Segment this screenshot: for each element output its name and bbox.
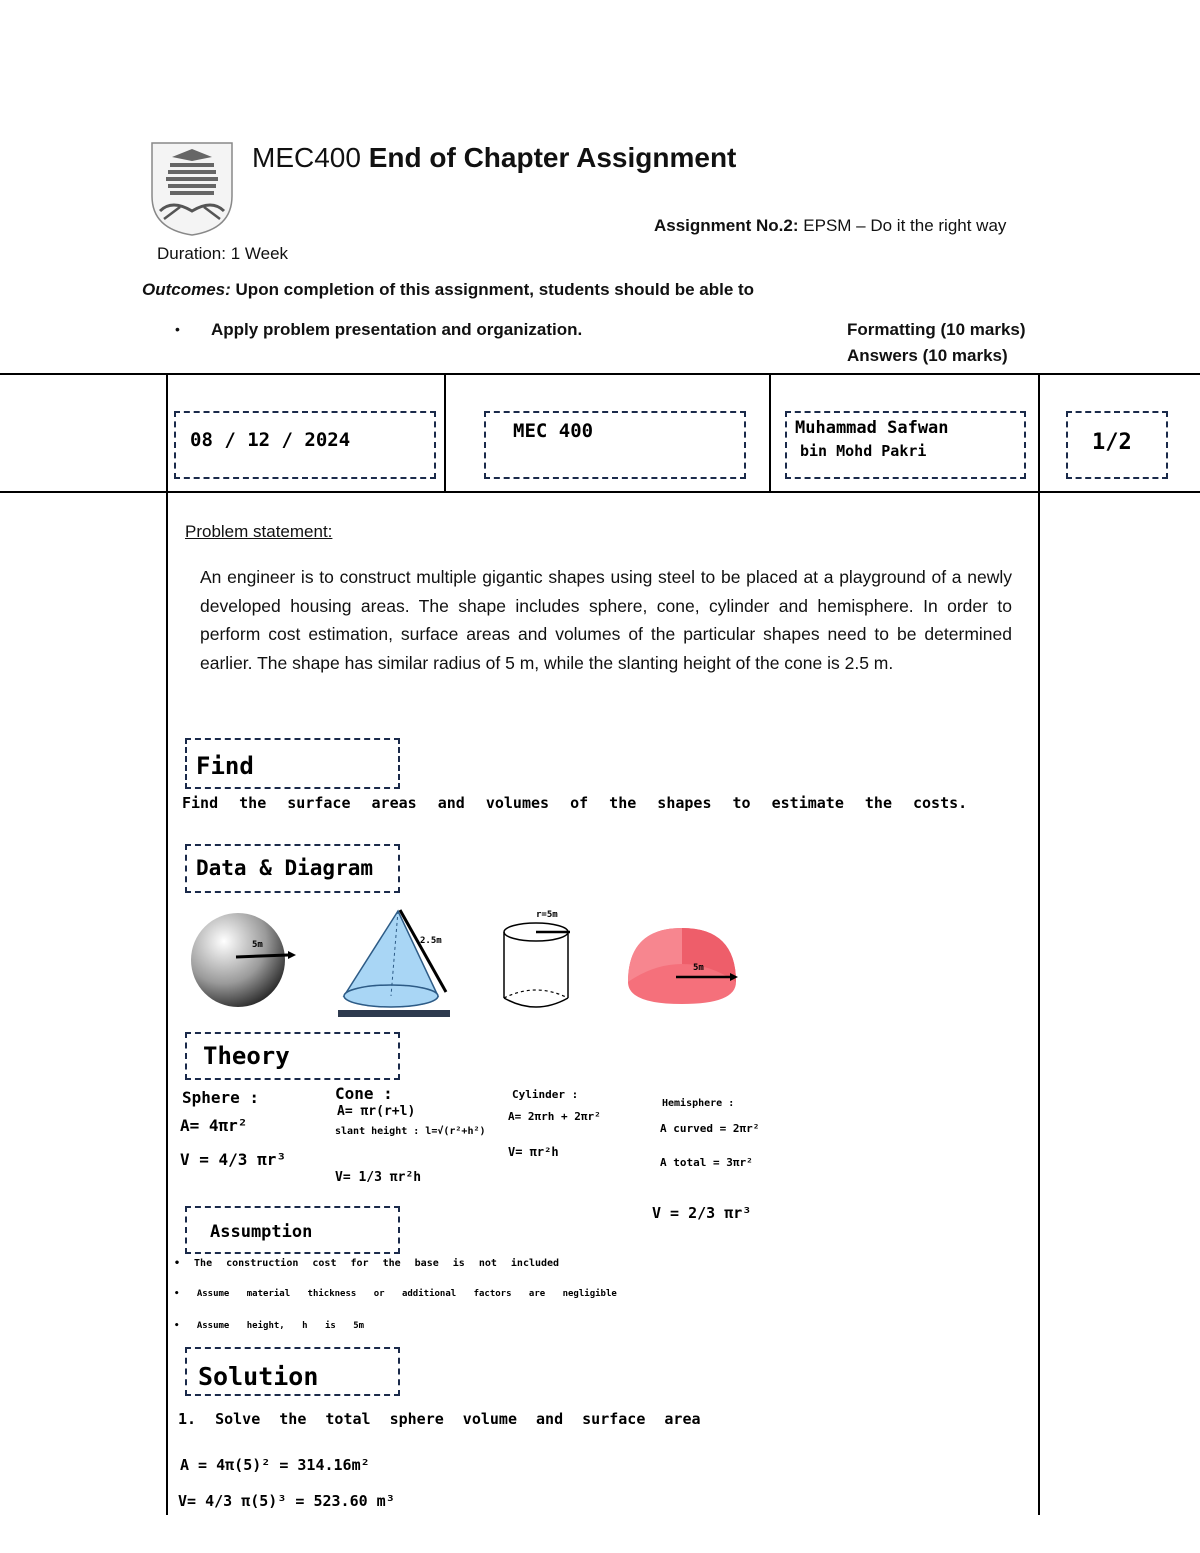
- hemisphere-total-area: A total = 3πr²: [660, 1156, 753, 1169]
- problem-text: An engineer is to construct multiple gigantic shapes using steel to be placed at a playground of a newly developed housing areas. The shape includes sphere, cone, cylinder and hemisphere. In order to perform cost estimation, surface areas and volumes of the particular shapes need to be determined earlier. The shape has similar radius of 5 m, while the slanting height of the cone is 2.5 m.: [200, 567, 1012, 674]
- right-margin-rule: [1038, 373, 1040, 1515]
- outcomes-label: Outcomes:: [142, 280, 231, 299]
- hemisphere-title: Hemisphere :: [662, 1098, 735, 1109]
- table-top-rule: [0, 373, 1200, 375]
- cone-volume-formula: V= 1/3 πr²h: [335, 1170, 422, 1185]
- hemisphere-radius-label: 5m: [693, 963, 704, 973]
- cylinder-title: Cylinder :: [512, 1088, 579, 1101]
- sphere-title: Sphere :: [182, 1088, 260, 1107]
- solution-area: A = 4π(5)² = 314.16m²: [180, 1456, 370, 1474]
- find-text: Find the surface areas and volumes of the shapes to estimate the costs.: [182, 794, 968, 812]
- solution-volume: V= 4/3 π(5)³ = 523.60 m³: [178, 1492, 395, 1510]
- hemisphere-diagram: [624, 924, 744, 1010]
- solution-step-1: 1. Solve the total sphere volume and surface area: [178, 1410, 701, 1428]
- assignment-value: EPSM – Do it the right way: [803, 216, 1007, 235]
- cylinder-area-formula: A= 2πrh + 2πr²: [508, 1110, 601, 1123]
- col-divider-2: [769, 373, 771, 493]
- cylinder-volume-formula: V= πr²h: [508, 1145, 559, 1159]
- outcomes: [142, 280, 754, 300]
- data-label: Data & Diagram: [196, 856, 374, 880]
- assumption-label: Assumption: [210, 1222, 313, 1242]
- university-logo: [150, 141, 234, 237]
- left-margin-rule: [166, 373, 168, 1515]
- cylinder-radius-label: r=5m: [536, 910, 558, 920]
- date-value: 08 / 12 / 2024: [190, 429, 351, 451]
- cylinder-diagram: [498, 918, 580, 1018]
- find-label: Find: [196, 752, 254, 780]
- assumption-item-2: • Assume material thickness or additional factors are negligible: [174, 1289, 617, 1299]
- problem-heading: Problem statement:: [185, 522, 333, 541]
- page-title: [252, 142, 736, 174]
- student-name-line2: bin Mohd Pakri: [800, 442, 927, 460]
- sphere-volume-formula: V = 4/3 πr³: [180, 1150, 286, 1169]
- assumption-item-1: • The construction cost for the base is not included: [174, 1258, 560, 1269]
- cone-diagram: [338, 906, 456, 1020]
- table-row-rule: [0, 491, 1200, 493]
- assumption-item-3: • Assume height, h is 5m: [174, 1321, 365, 1331]
- cone-area-formula: A= πr(r+l): [337, 1104, 416, 1119]
- solution-label: Solution: [198, 1362, 319, 1391]
- course-code: MEC400: [252, 142, 361, 173]
- sphere-area-formula: A= 4πr²: [180, 1116, 248, 1135]
- sphere-diagram: [188, 910, 298, 1010]
- cone-slant-label: 2.5m: [420, 936, 442, 946]
- hemisphere-volume: V = 2/3 πr³: [652, 1204, 752, 1222]
- outcomes-text: Upon completion of this assignment, students should be able to: [235, 280, 755, 299]
- theory-label: Theory: [203, 1042, 290, 1070]
- bullet-icon: •: [175, 321, 180, 337]
- title-text: End of Chapter Assignment: [368, 142, 737, 173]
- cone-title: Cone :: [335, 1084, 393, 1103]
- sphere-radius-label: 5m: [252, 940, 263, 950]
- cone-slant-formula: slant height : l=√(r²+h²): [335, 1126, 486, 1137]
- duration: Duration: 1 Week: [157, 244, 289, 263]
- course-code-value: MEC 400: [513, 420, 594, 442]
- col-divider-1: [444, 373, 446, 493]
- assignment-label: Assignment No.2:: [654, 216, 799, 235]
- answers-marks: Answers (10 marks): [847, 346, 1008, 365]
- student-name-line1: Muhammad Safwan: [795, 418, 949, 438]
- outcome-item: Apply problem presentation and organization.: [211, 320, 583, 339]
- formatting-marks: Formatting (10 marks): [847, 320, 1026, 339]
- hemisphere-curved-area: A curved = 2πr²: [660, 1122, 760, 1135]
- assignment-number: [654, 216, 1006, 236]
- page-number: 1/2: [1092, 430, 1132, 455]
